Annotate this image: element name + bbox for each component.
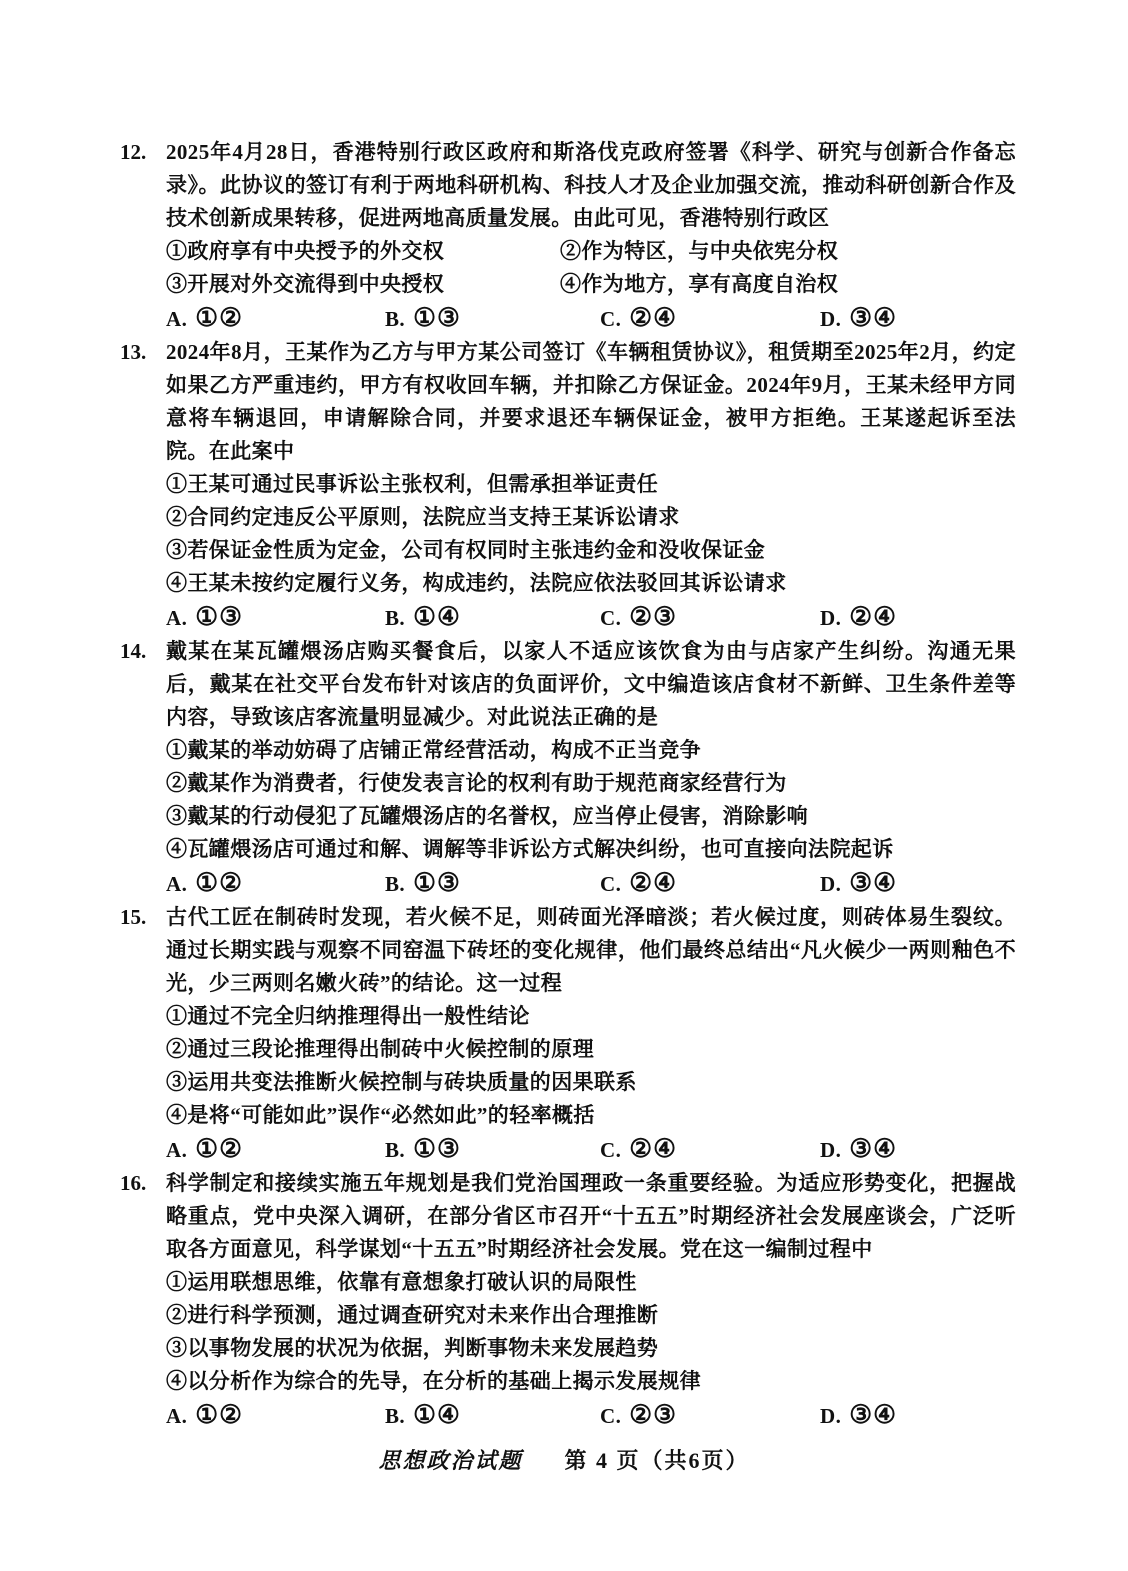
question-number: 14. xyxy=(120,639,147,663)
statement-item-1: ①运用联想思维，依靠有意想象打破认识的局限性 xyxy=(166,1270,637,1294)
statement-item-2: ②合同约定违反公平原则，法院应当支持王某诉讼请求 xyxy=(166,505,680,529)
choice-value: ③④ xyxy=(849,1134,898,1163)
choice-value: ②③ xyxy=(629,1400,678,1429)
choice-value: ③④ xyxy=(849,303,898,332)
question-number: 12. xyxy=(120,140,147,164)
question-number: 13. xyxy=(120,340,147,364)
statement-item-1: ①政府享有中央授予的外交权 xyxy=(166,239,445,263)
choices-row xyxy=(166,1398,1016,1433)
statement-item-2: ②作为特区，与中央依宪分权 xyxy=(560,239,839,263)
choice-c xyxy=(600,1398,820,1433)
choice-value: ②④ xyxy=(629,868,678,897)
question-number: 15. xyxy=(120,905,147,929)
statement-item-3: ③运用共变法推断火候控制与砖块质量的因果联系 xyxy=(166,1070,637,1094)
choice-b xyxy=(385,1132,600,1167)
choice-value: ①③ xyxy=(195,602,244,631)
choice-d xyxy=(820,866,1016,901)
statement-item-4: ④瓦罐煨汤店可通过和解、调解等非诉讼方式解决纠纷，也可直接向法院起诉 xyxy=(166,837,894,861)
choice-label: B. xyxy=(385,606,406,630)
statement-item-3: ③开展对外交流得到中央授权 xyxy=(166,272,445,296)
choice-b xyxy=(385,600,600,635)
choice-d xyxy=(820,600,1016,635)
choice-label: A. xyxy=(166,606,188,630)
statement-item-4: ④作为地方，享有高度自治权 xyxy=(560,272,839,296)
choice-label: C. xyxy=(600,872,622,896)
choice-value: ①③ xyxy=(413,868,461,897)
choice-value: ②③ xyxy=(629,602,678,631)
choices-row xyxy=(166,600,1016,635)
choice-value: ①② xyxy=(195,1134,244,1163)
question-14 xyxy=(120,635,1016,901)
choice-b xyxy=(385,866,600,901)
choice-label: D. xyxy=(820,307,842,331)
statement-item-3: ③戴某的行动侵犯了瓦罐煨汤店的名誉权，应当停止侵害，消除影响 xyxy=(166,804,808,828)
choice-label: A. xyxy=(166,1404,188,1428)
choice-a xyxy=(166,301,385,336)
choice-label: C. xyxy=(600,1404,622,1428)
statement-row xyxy=(166,268,1016,301)
choice-label: A. xyxy=(166,872,188,896)
choice-label: A. xyxy=(166,1138,188,1162)
choice-a xyxy=(166,866,385,901)
choices-row xyxy=(166,1132,1016,1167)
statement-row xyxy=(166,235,1016,268)
choice-value: ③④ xyxy=(849,1400,898,1429)
choice-label: D. xyxy=(820,872,842,896)
question-stem: 古代工匠在制砖时发现，若火候不足，则砖面光泽暗淡；若火候过度，则砖体易生裂纹。通过长期实践与观察不同窑温下砖坯的变化规律，他们最终总结出“凡火候少一两则釉色不光，少三两则名嫩火砖”的结论。这一过程 xyxy=(166,905,1016,995)
choice-b xyxy=(385,1398,600,1433)
question-stem: 科学制定和接续实施五年规划是我们党治国理政一条重要经验。为适应形势变化，把握战略重点，党中央深入调研，在部分省区市召开“十五五”时期经济社会发展座谈会，广泛听取各方面意见，科学谋划“十五五”时期经济社会发展。党在这一编制过程中 xyxy=(166,1171,1016,1261)
statement-item-2: ②进行科学预测，通过调查研究对未来作出合理推断 xyxy=(166,1303,659,1327)
choice-value: ①② xyxy=(195,303,244,332)
choice-label: B. xyxy=(385,1404,406,1428)
question-16 xyxy=(120,1167,1016,1433)
statement-item-3: ③以事物发展的状况为依据，判断事物未来发展趋势 xyxy=(166,1336,659,1360)
question-stem: 2025年4月28日，香港特别行政区政府和斯洛伐克政府签署《科学、研究与创新合作备忘录》。此协议的签订有利于两地科研机构、科技人才及企业加强交流，推动科研创新合作及技术创新成果转移，促进两地高质量发展。由此可见，香港特别行政区 xyxy=(166,140,1016,230)
choice-a xyxy=(166,600,385,635)
choice-value: ①② xyxy=(195,868,244,897)
choice-value: ①④ xyxy=(413,1400,461,1429)
choice-value: ①② xyxy=(195,1400,244,1429)
question-number: 16. xyxy=(120,1171,147,1195)
paper-title: 思想政治试题 xyxy=(378,1448,523,1473)
choice-label: C. xyxy=(600,606,622,630)
statement-item-1: ①戴某的举动妨碍了店铺正常经营活动，构成不正当竞争 xyxy=(166,738,701,762)
statement-item-4: ④王某未按约定履行义务，构成违约，法院应依法驳回其诉讼请求 xyxy=(166,571,787,595)
choice-label: B. xyxy=(385,872,406,896)
statement-item-4: ④是将“可能如此”误作“必然如此”的轻率概括 xyxy=(166,1103,595,1127)
choice-label: D. xyxy=(820,1138,842,1162)
choice-a xyxy=(166,1398,385,1433)
statement-item-2: ②通过三段论推理得出制砖中火候控制的原理 xyxy=(166,1037,594,1061)
page-footer xyxy=(0,1444,1128,1475)
choice-d xyxy=(820,1398,1016,1433)
choice-value: ②④ xyxy=(849,602,898,631)
choice-c xyxy=(600,600,820,635)
choice-value: ①③ xyxy=(413,303,461,332)
choices-row xyxy=(166,866,1016,901)
statement-item-1: ①王某可通过民事诉讼主张权利，但需承担举证责任 xyxy=(166,472,659,496)
choice-value: ②④ xyxy=(629,1134,678,1163)
choice-label: C. xyxy=(600,1138,622,1162)
choice-c xyxy=(600,866,820,901)
statement-item-4: ④以分析作为综合的先导，在分析的基础上揭示发展规律 xyxy=(166,1369,701,1393)
question-stem: 戴某在某瓦罐煨汤店购买餐食后，以家人不适应该饮食为由与店家产生纠纷。沟通无果后，戴某在社交平台发布针对该店的负面评价，文中编造该店食材不新鲜、卫生条件差等内容，导致该店客流量明显减少。对此说法正确的是 xyxy=(166,639,1016,729)
choice-label: B. xyxy=(385,1138,406,1162)
page-number: 第 4 页（共6页） xyxy=(564,1448,750,1473)
choice-b xyxy=(385,301,600,336)
statement-item-3: ③若保证金性质为定金，公司有权同时主张违约金和没收保证金 xyxy=(166,538,766,562)
choice-c xyxy=(600,301,820,336)
statement-item-1: ①通过不完全归纳推理得出一般性结论 xyxy=(166,1004,530,1028)
choice-label: C. xyxy=(600,307,622,331)
choice-value: ①④ xyxy=(413,602,461,631)
choice-d xyxy=(820,1132,1016,1167)
choice-a xyxy=(166,1132,385,1167)
statement-item-2: ②戴某作为消费者，行使发表言论的权利有助于规范商家经营行为 xyxy=(166,771,787,795)
choice-label: B. xyxy=(385,307,406,331)
choice-value: ②④ xyxy=(629,303,678,332)
exam-content xyxy=(120,136,1016,1433)
choice-d xyxy=(820,301,1016,336)
choice-value: ①③ xyxy=(413,1134,461,1163)
question-12 xyxy=(120,136,1016,336)
choice-value: ③④ xyxy=(849,868,898,897)
choice-c xyxy=(600,1132,820,1167)
choices-row xyxy=(166,301,1016,336)
question-15 xyxy=(120,901,1016,1167)
choice-label: D. xyxy=(820,606,842,630)
question-stem: 2024年8月，王某作为乙方与甲方某公司签订《车辆租赁协议》，租赁期至2025年2月，约定如果乙方严重违约，甲方有权收回车辆，并扣除乙方保证金。2024年9月，王某未经甲方同意将车辆退回，申请解除合同，并要求退还车辆保证金，被甲方拒绝。王某遂起诉至法院。在此案中 xyxy=(166,340,1016,463)
choice-label: A. xyxy=(166,307,188,331)
choice-label: D. xyxy=(820,1404,842,1428)
question-13 xyxy=(120,336,1016,635)
